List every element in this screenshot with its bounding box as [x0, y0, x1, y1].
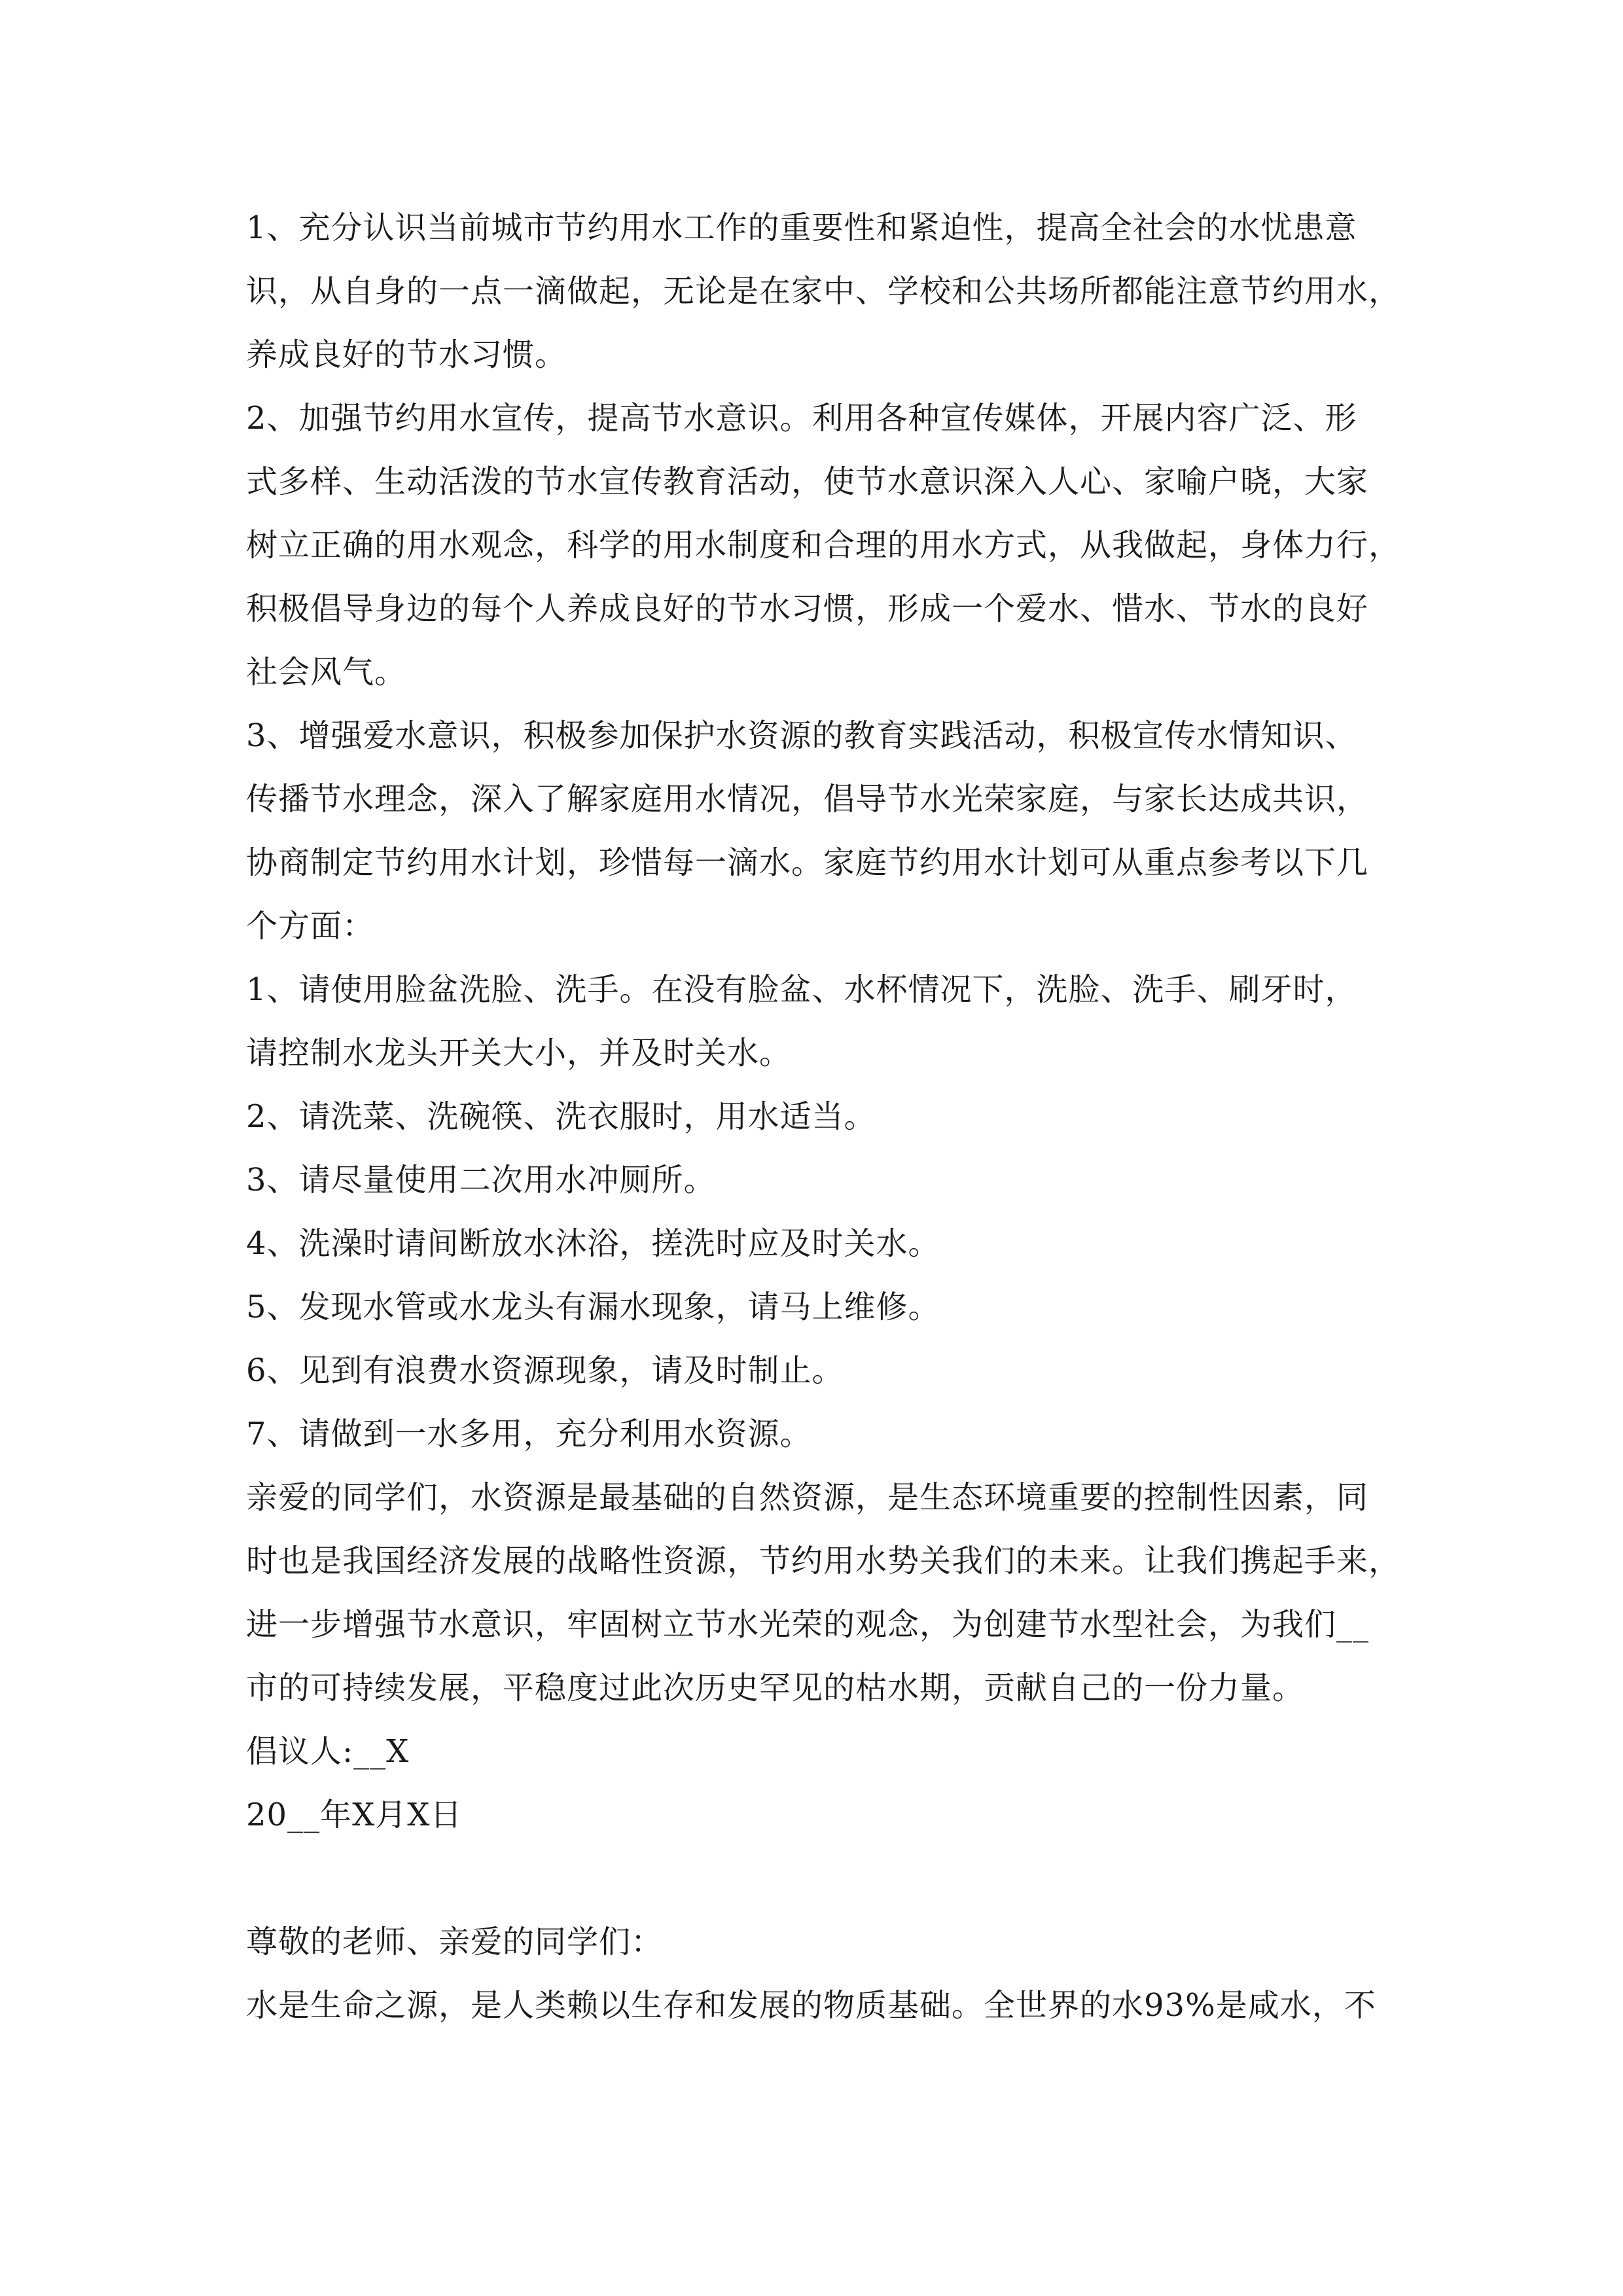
paragraph-line: 2、加强节约用水宣传，提高节水意识。利用各种宣传媒体，开展内容广泛、形 [246, 400, 1357, 437]
salutation: 尊敬的老师、亲爱的同学们： [246, 1924, 664, 1960]
list-item: 请控制水龙头开关大小，并及时关水。 [246, 1035, 792, 1071]
list-item: 1、请使用脸盆洗脸、洗手。在没有脸盆、水杯情况下，洗脸、洗手、刷牙时， [246, 971, 1357, 1008]
paragraph-line: 3、增强爱水意识，积极参加保护水资源的教育实践活动，积极宣传水情知识、 [246, 717, 1357, 754]
paragraph-line: 识，从自身的一点一滴做起，无论是在家中、学校和公共场所都能注意节约用水， [246, 273, 1401, 310]
paragraph-line: 传播节水理念，深入了解家庭用水情况，倡导节水光荣家庭，与家长达成共识， [246, 781, 1369, 817]
list-item: 4、洗澡时请间断放水沐浴，搓洗时应及时关水。 [246, 1225, 940, 1262]
paragraph-line: 个方面： [246, 908, 375, 944]
section-spacer [246, 1847, 1385, 1910]
list-item: 3、请尽量使用二次用水冲厕所。 [246, 1162, 716, 1198]
paragraph-line: 进一步增强节水意识，牢固树立节水光荣的观念，为创建节水型社会，为我们__ [246, 1606, 1370, 1643]
list-item: 5、发现水管或水龙头有漏水现象，请马上维修。 [246, 1289, 940, 1325]
list-item: 7、请做到一水多用，充分利用水资源。 [246, 1416, 812, 1452]
paragraph-line: 社会风气。 [246, 654, 407, 691]
paragraph-line: 水是生命之源，是人类赖以生存和发展的物质基础。全世界的水93%是咸水，不 [246, 1987, 1376, 2024]
paragraph-line: 市的可持续发展，平稳度过此次历史罕见的枯水期，贡献自己的一份力量。 [246, 1670, 1305, 1706]
paragraph-line: 协商制定节约用水计划，珍惜每一滴水。家庭节约用水计划可从重点参考以下几 [246, 844, 1369, 881]
paragraph-line: 时也是我国经济发展的战略性资源，节约用水势关我们的未来。让我们携起手来， [246, 1543, 1401, 1579]
document-body [246, 196, 1401, 2037]
paragraph-line: 积极倡导身边的每个人养成良好的节水习惯，形成一个爱水、惜水、节水的良好 [246, 590, 1369, 627]
paragraph-line: 亲爱的同学们，水资源是最基础的自然资源，是生态环境重要的控制性因素，同 [246, 1479, 1369, 1516]
paragraph-line: 树立正确的用水观念，科学的用水制度和合理的用水方式，从我做起，身体力行， [246, 527, 1401, 564]
signature-line: 倡议人:__X [246, 1733, 410, 1770]
date-line: 20__年X月X日 [246, 1797, 463, 1833]
paragraph-line: 养成良好的节水习惯。 [246, 336, 567, 373]
list-item: 2、请洗菜、洗碗筷、洗衣服时，用水适当。 [246, 1098, 876, 1135]
paragraph-line: 式多样、生动活泼的节水宣传教育活动，使节水意识深入人心、家喻户晓，大家 [246, 463, 1369, 500]
list-item: 6、见到有浪费水资源现象，请及时制止。 [246, 1352, 844, 1389]
paragraph-line: 1、充分认识当前城市节约用水工作的重要性和紧迫性，提高全社会的水忧患意 [246, 209, 1357, 246]
